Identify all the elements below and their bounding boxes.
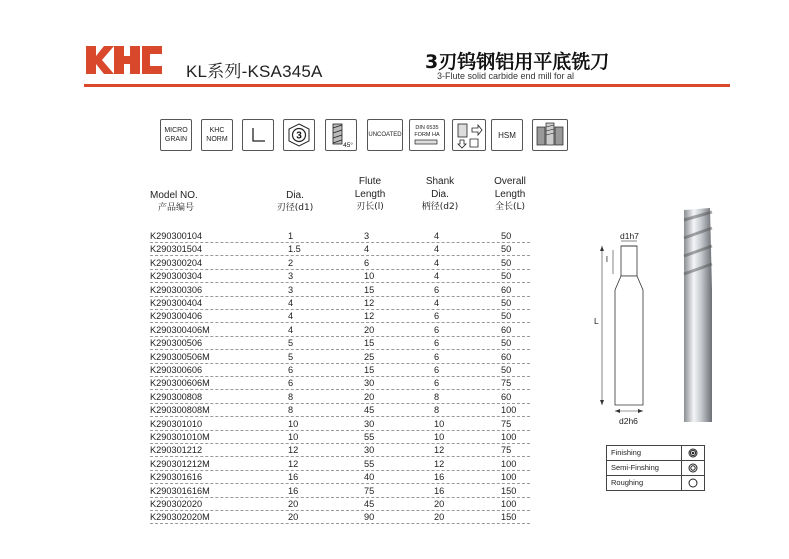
cell-length: 150 bbox=[501, 512, 517, 523]
cell-dia: 20 bbox=[288, 499, 299, 509]
svg-text:3: 3 bbox=[296, 130, 302, 142]
cell-shank: 6 bbox=[434, 338, 440, 349]
cell-flute: 25 bbox=[364, 351, 375, 362]
cell-dia: 4 bbox=[288, 298, 294, 308]
cell-dia: 5 bbox=[288, 338, 294, 349]
din-6535-icon bbox=[409, 119, 445, 151]
arrows-icon bbox=[452, 119, 486, 151]
cell-dia: 10 bbox=[288, 432, 299, 442]
cell-dia: 16 bbox=[288, 472, 299, 483]
cell-model: K290300606M bbox=[150, 378, 210, 389]
product-title-en: 3-Flute solid carbide end mill for al bbox=[437, 71, 575, 81]
cell-model: K290301010M bbox=[150, 432, 210, 442]
legend-finishing bbox=[607, 446, 704, 461]
dim-l: l bbox=[606, 254, 608, 264]
cell-flute: 15 bbox=[364, 365, 375, 375]
cell-length: 60 bbox=[501, 284, 512, 295]
header-flute-en1: Flute bbox=[358, 176, 382, 187]
cell-flute: 10 bbox=[364, 271, 375, 282]
roughing-icon bbox=[681, 476, 704, 490]
cell-dia: 4 bbox=[288, 324, 294, 335]
header-model-en: Model NO. bbox=[150, 190, 198, 201]
cell-model: K290301212 bbox=[150, 445, 203, 456]
cell-model: K290300406 bbox=[150, 311, 203, 322]
header-flute-en2: Length bbox=[354, 189, 386, 200]
cell-shank: 6 bbox=[434, 324, 440, 335]
cell-dia: 16 bbox=[288, 485, 299, 496]
cell-length: 60 bbox=[501, 351, 512, 362]
cell-length: 100 bbox=[501, 405, 517, 416]
table-row bbox=[150, 270, 530, 283]
cell-length: 50 bbox=[501, 271, 512, 282]
three-flute-icon bbox=[283, 119, 315, 151]
cell-shank: 16 bbox=[434, 485, 445, 496]
header-model-cn: 产品编号 bbox=[158, 203, 195, 213]
cell-flute: 40 bbox=[364, 472, 375, 483]
table-row bbox=[150, 324, 530, 337]
product-title-cn: 3刃钨钢铝用平底铣刀 bbox=[425, 51, 610, 73]
cell-flute: 30 bbox=[364, 378, 375, 389]
cell-dia: 20 bbox=[288, 512, 299, 523]
cell-dia: 6 bbox=[288, 378, 294, 389]
cell-shank: 6 bbox=[434, 351, 440, 362]
cell-shank: 6 bbox=[434, 378, 440, 389]
cell-dia: 12 bbox=[288, 445, 299, 456]
cell-shank: 20 bbox=[434, 499, 445, 509]
tool-diagram bbox=[588, 200, 728, 430]
uncoated-icon bbox=[367, 119, 403, 151]
cell-shank: 16 bbox=[434, 472, 445, 483]
table-row bbox=[150, 431, 530, 444]
header-shank bbox=[410, 175, 470, 214]
khc-logo bbox=[84, 40, 164, 80]
table-row bbox=[150, 351, 530, 364]
legend-semi-label: Semi-Finshing bbox=[611, 463, 659, 472]
header-divider bbox=[84, 84, 730, 87]
cell-model: K290301010 bbox=[150, 418, 203, 429]
header-shank-cn: 柄径(d2) bbox=[421, 202, 459, 212]
table-row bbox=[150, 458, 530, 471]
cell-flute: 20 bbox=[364, 391, 375, 402]
cell-shank: 4 bbox=[434, 244, 440, 255]
table-row bbox=[150, 337, 530, 350]
cell-model: K290300808 bbox=[150, 391, 203, 402]
cell-shank: 20 bbox=[434, 512, 445, 523]
semi-finishing-icon bbox=[681, 461, 704, 475]
table-row bbox=[150, 404, 530, 417]
header-model bbox=[150, 189, 198, 215]
grinding-icon bbox=[532, 119, 568, 151]
cell-dia: 4 bbox=[288, 311, 294, 322]
cell-model: K290301616M bbox=[150, 485, 210, 496]
cell-length: 75 bbox=[501, 445, 512, 456]
cell-length: 100 bbox=[501, 458, 517, 469]
cell-flute: 12 bbox=[364, 298, 375, 308]
table-row bbox=[150, 284, 530, 297]
table-row bbox=[150, 257, 530, 270]
cell-model: K290300306 bbox=[150, 284, 203, 295]
cell-shank: 4 bbox=[434, 298, 440, 308]
cell-length: 75 bbox=[501, 378, 512, 389]
cell-length: 100 bbox=[501, 472, 517, 483]
cell-shank: 10 bbox=[434, 432, 445, 442]
cell-flute: 55 bbox=[364, 458, 375, 469]
cell-length: 50 bbox=[501, 244, 512, 255]
cell-dia: 5 bbox=[288, 351, 294, 362]
cell-shank: 4 bbox=[434, 271, 440, 282]
table-row bbox=[150, 364, 530, 377]
header-flute-cn: 刃长(l) bbox=[356, 202, 384, 212]
table-row bbox=[150, 243, 530, 256]
header-dia bbox=[265, 189, 325, 215]
cell-shank: 4 bbox=[434, 231, 440, 241]
hsm-icon bbox=[491, 119, 523, 151]
cell-model: K290300204 bbox=[150, 257, 203, 268]
cell-length: 50 bbox=[501, 365, 512, 375]
table-row bbox=[150, 391, 530, 404]
header-dia-en: Dia. bbox=[286, 190, 304, 201]
cell-model: K290300606 bbox=[150, 365, 203, 375]
cell-model: K290300506M bbox=[150, 351, 210, 362]
micro-grain-icon bbox=[160, 119, 192, 151]
cell-shank: 4 bbox=[434, 257, 440, 268]
cell-length: 150 bbox=[501, 485, 517, 496]
micro-grain-label: MICRO GRAIN bbox=[164, 127, 188, 143]
cell-length: 60 bbox=[501, 391, 512, 402]
cell-flute: 15 bbox=[364, 338, 375, 349]
header-flute bbox=[340, 175, 400, 214]
hsm-label: HSM bbox=[498, 130, 516, 140]
cell-shank: 8 bbox=[434, 405, 440, 416]
table-row bbox=[150, 418, 530, 431]
table-row bbox=[150, 230, 530, 243]
cell-flute: 45 bbox=[364, 499, 375, 509]
cell-length: 60 bbox=[501, 324, 512, 335]
cell-flute: 15 bbox=[364, 284, 375, 295]
cell-flute: 45 bbox=[364, 405, 375, 416]
cell-dia: 12 bbox=[288, 458, 299, 469]
din-label: DIN 6535 FORM HA bbox=[414, 125, 440, 138]
series-name: KL系列-KSA345A bbox=[186, 62, 323, 81]
cell-model: K290300104 bbox=[150, 231, 203, 241]
cell-model: K290301504 bbox=[150, 244, 203, 255]
cell-length: 50 bbox=[501, 338, 512, 349]
header-dia-cn: 刃径(d1) bbox=[276, 203, 314, 213]
header-length-en2: Length bbox=[494, 189, 526, 200]
cell-model: K290301616 bbox=[150, 472, 203, 483]
cell-shank: 6 bbox=[434, 365, 440, 375]
cell-model: K290302020 bbox=[150, 499, 203, 509]
cell-dia: 10 bbox=[288, 418, 299, 429]
cell-model: K290300404 bbox=[150, 298, 203, 308]
cell-flute: 20 bbox=[364, 324, 375, 335]
dim-d2: d2h6 bbox=[619, 416, 638, 426]
header-length-cn: 全长(L) bbox=[494, 202, 526, 212]
cell-length: 100 bbox=[501, 432, 517, 442]
cell-shank: 6 bbox=[434, 311, 440, 322]
cell-dia: 8 bbox=[288, 391, 294, 402]
table-row bbox=[150, 377, 530, 390]
cell-model: K290300304 bbox=[150, 271, 203, 282]
cell-length: 50 bbox=[501, 298, 512, 308]
legend-semi-finishing bbox=[607, 461, 704, 476]
cell-dia: 2 bbox=[288, 257, 294, 268]
cell-flute: 75 bbox=[364, 485, 375, 496]
cell-flute: 3 bbox=[364, 231, 370, 241]
square-corner-icon bbox=[242, 119, 274, 151]
cell-model: K290301212M bbox=[150, 458, 210, 469]
cell-shank: 6 bbox=[434, 284, 440, 295]
cell-dia: 1 bbox=[288, 231, 294, 241]
legend-finishing-label: Finishing bbox=[611, 448, 642, 457]
cell-flute: 30 bbox=[364, 445, 375, 456]
table-row bbox=[150, 511, 530, 524]
cell-dia: 3 bbox=[288, 284, 294, 295]
cell-dia: 3 bbox=[288, 271, 294, 282]
table-row bbox=[150, 471, 530, 484]
legend-roughing-label: Roughing bbox=[611, 478, 644, 487]
header-length bbox=[480, 175, 540, 214]
cell-flute: 4 bbox=[364, 244, 370, 255]
table-row bbox=[150, 444, 530, 457]
table-row bbox=[150, 485, 530, 498]
cell-flute: 90 bbox=[364, 512, 375, 523]
header-length-en1: Overall bbox=[494, 176, 526, 187]
cell-model: K290302020M bbox=[150, 512, 210, 523]
application-legend bbox=[606, 445, 705, 491]
cell-length: 75 bbox=[501, 418, 512, 429]
dim-L: L bbox=[594, 316, 599, 326]
table-row bbox=[150, 297, 530, 310]
uncoated-label: UNCOATED bbox=[368, 131, 402, 138]
cell-length: 100 bbox=[501, 499, 517, 509]
khc-norm-icon bbox=[201, 119, 233, 151]
cell-shank: 12 bbox=[434, 445, 445, 456]
legend-roughing bbox=[607, 476, 704, 490]
cell-flute: 12 bbox=[364, 311, 375, 322]
cell-shank: 12 bbox=[434, 458, 445, 469]
cell-dia: 6 bbox=[288, 365, 294, 375]
svg-text:45°: 45° bbox=[343, 142, 353, 149]
finishing-icon bbox=[681, 446, 704, 460]
cell-shank: 8 bbox=[434, 391, 440, 402]
cell-shank: 10 bbox=[434, 418, 445, 429]
table-row bbox=[150, 498, 530, 511]
cell-flute: 30 bbox=[364, 418, 375, 429]
header-shank-en2: Dia. bbox=[431, 189, 449, 200]
cell-length: 50 bbox=[501, 257, 512, 268]
cell-model: K290300506 bbox=[150, 338, 203, 349]
cell-length: 50 bbox=[501, 231, 512, 241]
khc-norm-label: KHC NORM bbox=[206, 127, 228, 143]
cell-flute: 6 bbox=[364, 257, 370, 268]
cell-model: K290300808M bbox=[150, 405, 210, 416]
cell-model: K290300406M bbox=[150, 324, 210, 335]
cell-length: 50 bbox=[501, 311, 512, 322]
helix-angle-icon bbox=[325, 119, 357, 151]
cell-flute: 55 bbox=[364, 432, 375, 442]
cell-dia: 8 bbox=[288, 405, 294, 416]
header-shank-en1: Shank bbox=[425, 176, 455, 187]
cell-dia: 1.5 bbox=[288, 244, 301, 255]
dim-d1: d1h7 bbox=[620, 231, 639, 241]
table-row bbox=[150, 310, 530, 323]
